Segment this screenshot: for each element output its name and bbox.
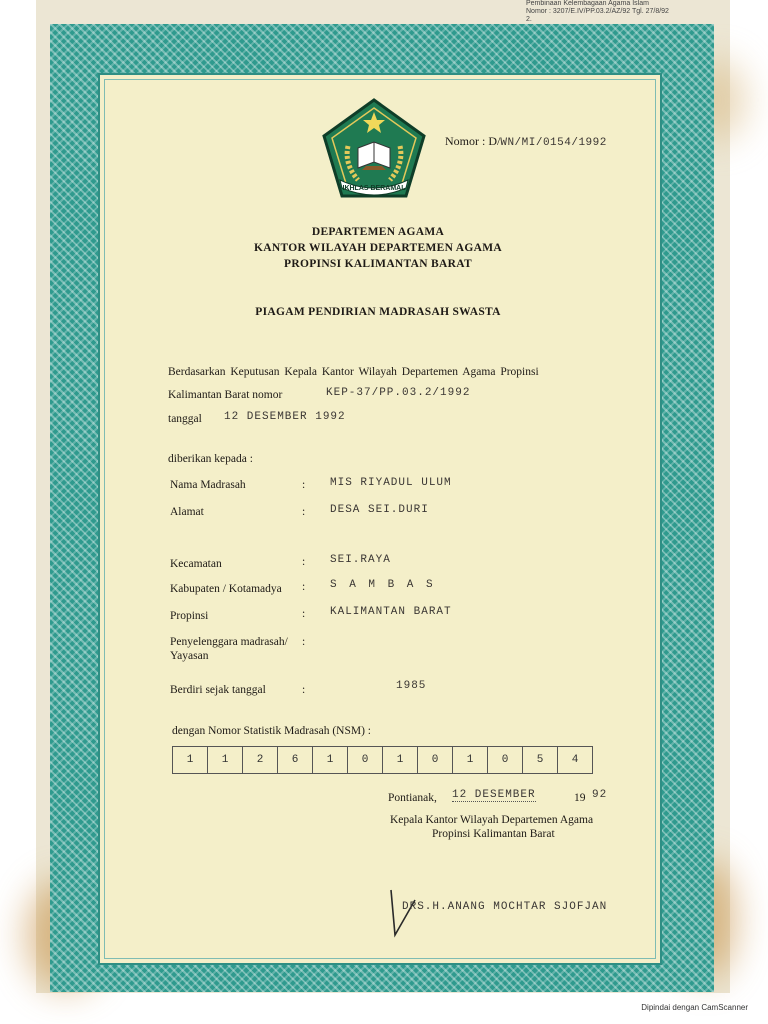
header-line-3: PROPINSI KALIMANTAN BARAT bbox=[284, 258, 472, 270]
top-handwritten-note bbox=[526, 0, 726, 22]
berdiri-value: 1985 bbox=[396, 680, 427, 692]
year-prefix: 19 bbox=[574, 792, 586, 804]
certificate-number bbox=[445, 134, 607, 149]
nsm-digit: 0 bbox=[348, 747, 383, 773]
nsm-digit: 1 bbox=[173, 747, 208, 773]
alamat-label: Alamat bbox=[170, 506, 204, 518]
nsm-digit: 1 bbox=[313, 747, 348, 773]
nsm-digit: 5 bbox=[523, 747, 558, 773]
alamat-value: DESA SEI.DURI bbox=[330, 504, 429, 516]
penyelenggara-label-1: Penyelenggara madrasah/ bbox=[170, 636, 288, 648]
nsm-digit: 4 bbox=[571, 754, 579, 766]
logo-banner-text: IKHLAS BERAMAL bbox=[342, 185, 406, 192]
kemenag-logo-icon bbox=[318, 96, 430, 204]
year-suffix: 92 bbox=[592, 789, 608, 801]
propinsi-label: Propinsi bbox=[170, 610, 209, 622]
kabupaten-value: S A M B A S bbox=[330, 579, 436, 591]
intro-line-3-value: 12 DESEMBER 1992 bbox=[224, 411, 346, 423]
intro-line-3-label: tanggal bbox=[168, 413, 202, 425]
nsm-label: dengan Nomor Statistik Madrasah (NSM) : bbox=[172, 725, 371, 737]
colon: : bbox=[302, 479, 306, 491]
nsm-digit: 2 bbox=[243, 747, 278, 773]
nsm-digit: 1 bbox=[208, 747, 243, 773]
colon: : bbox=[302, 556, 306, 568]
colon: : bbox=[302, 608, 306, 620]
nsm-digit-boxes bbox=[172, 746, 593, 774]
nomor-label: Nomor : D/ bbox=[445, 134, 501, 148]
date-value: 12 DESEMBER bbox=[452, 789, 536, 801]
colon: : bbox=[302, 581, 306, 593]
berdiri-label: Berdiri sejak tanggal bbox=[170, 684, 266, 696]
intro-line-1: Berdasarkan Keputusan Kepala Kantor Wilayah Departemen Agama Propinsi bbox=[168, 366, 539, 378]
top-note-line-1: Pembinaan Kelembagaan Agama Islam bbox=[526, 0, 649, 7]
place-label: Pontianak, bbox=[388, 792, 437, 804]
colon: : bbox=[302, 636, 306, 648]
nomor-value: WN/MI/0154/1992 bbox=[500, 137, 607, 149]
header-line-2: KANTOR WILAYAH DEPARTEMEN AGAMA bbox=[254, 242, 502, 254]
signatory-title-1: Kepala Kantor Wilayah Departemen Agama bbox=[390, 814, 594, 826]
colon: : bbox=[302, 506, 306, 518]
certificate-body bbox=[98, 73, 662, 965]
nsm-digit: 0 bbox=[488, 747, 523, 773]
nsm-digit: 1 bbox=[383, 747, 418, 773]
signatory-name: DRS.H.ANANG MOCHTAR SJOFJAN bbox=[402, 901, 608, 913]
nsm-digit: 6 bbox=[278, 747, 313, 773]
document-title: PIAGAM PENDIRIAN MADRASAH SWASTA bbox=[255, 306, 501, 318]
scanner-watermark: Dipindai dengan CamScanner bbox=[641, 1003, 748, 1012]
nama-madrasah-value: MIS RIYADUL ULUM bbox=[330, 477, 452, 489]
intro-line-2-label: Kalimantan Barat nomor bbox=[168, 389, 283, 401]
penyelenggara-label-2: Yayasan bbox=[170, 650, 209, 662]
header-line-1: DEPARTEMEN AGAMA bbox=[311, 226, 445, 238]
nsm-digit: 0 bbox=[418, 747, 453, 773]
propinsi-value: KALIMANTAN BARAT bbox=[330, 606, 452, 618]
kecamatan-label: Kecamatan bbox=[170, 558, 222, 570]
nama-madrasah-label: Nama Madrasah bbox=[170, 479, 246, 491]
top-note-line-3: 2. bbox=[526, 16, 532, 23]
colon: : bbox=[302, 684, 306, 696]
top-note-line-2: Nomor : 3207/E.IV/PP.03.2/AZ/92 Tgl. 27/8/92 bbox=[526, 8, 669, 15]
diberikan-label: diberikan kepada : bbox=[168, 453, 253, 465]
kecamatan-value: SEI.RAYA bbox=[330, 554, 391, 566]
signatory-title-2: Propinsi Kalimantan Barat bbox=[432, 828, 555, 840]
kabupaten-label: Kabupaten / Kotamadya bbox=[170, 583, 282, 595]
intro-line-2-value: KEP-37/PP.03.2/1992 bbox=[326, 387, 471, 399]
nsm-digit: 1 bbox=[453, 747, 488, 773]
